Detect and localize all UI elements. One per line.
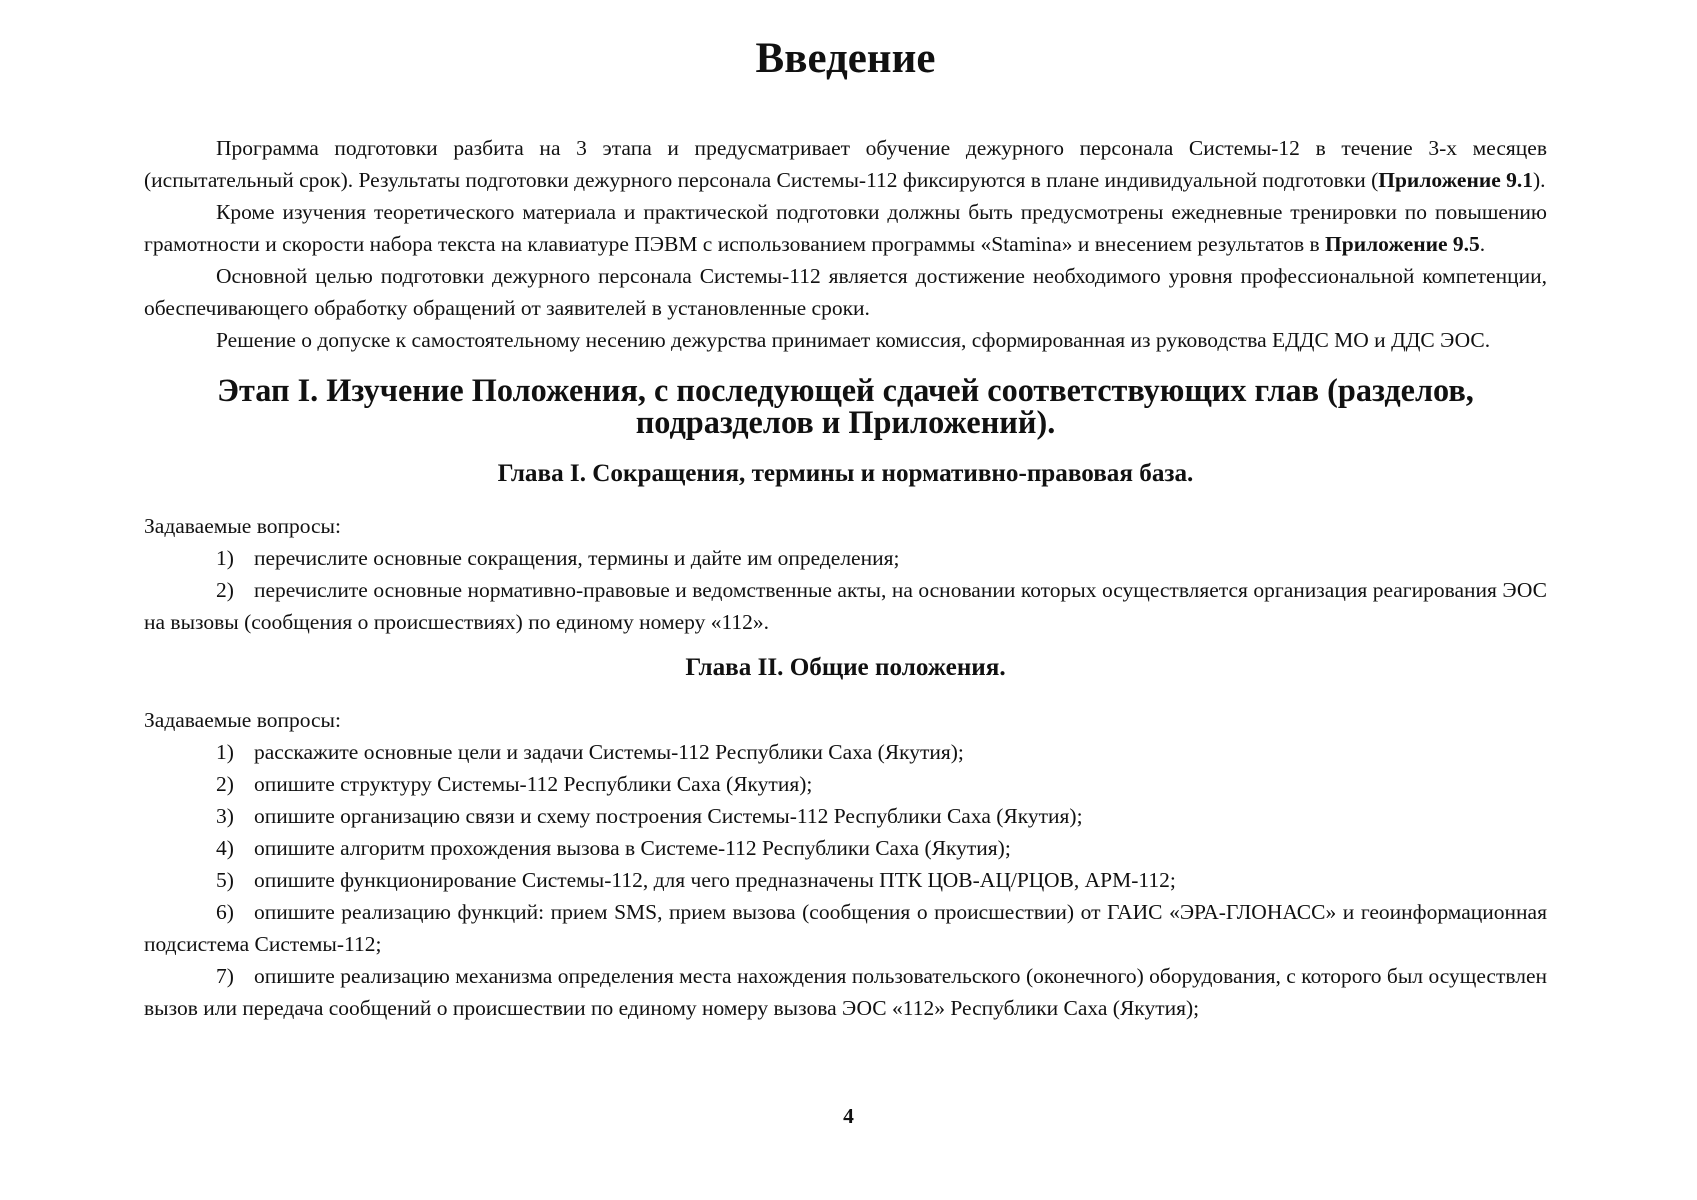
list-item: 2) опишите структуру Системы-112 Республики Саха (Якутия); [216,772,813,796]
list-item: 7) опишите реализацию механизма определения места нахождения пользовательского (оконечного) оборудования, с которого был осуществлен вызов или передача сообщений о происшествии по единому номеру вызова ЭОС «112» Республики Саха (Якутия); [144,964,1547,1020]
list-item: 4) опишите алгоритм прохождения вызова в Системе-112 Республики Саха (Якутия); [216,836,1011,860]
intro-paragraph-3: Основной целью подготовки дежурного персонала Системы-112 является достижение необходимого уровня профессиональной компетенции, обеспечивающего обработку обращений от заявителей в установленные сроки. [144,264,1547,320]
intro-section [144,132,1547,356]
chapter-1-heading: Глава I. Сокращения, термины и нормативно-правовая база. [497,460,1194,487]
chapter-1-questions [144,542,1547,638]
list-item: 1) перечислите основные сокращения, термины и дайте им определения; [216,546,900,570]
list-item: 6) опишите реализацию функций: прием SMS, прием вызова (сообщения о происшествии) от ГАИС «ЭРА-ГЛОНАСС» и геоинформационная подсистема Системы-112; [144,900,1547,956]
chapter-2-heading: Глава II. Общие положения. [685,654,1006,681]
chapter-2-questions [144,736,1547,1024]
intro-paragraph-4: Решение о допуске к самостоятельному несению дежурства принимает комиссия, сформированная из руководства ЕДДС МО и ДДС ЭОС. [216,328,1491,352]
list-item: 2) перечислите основные нормативно-правовые и ведомственные акты, на основании которых осуществляется организация реагирования ЭОС на вызовы (сообщения о происшествиях) по единому номеру «112». [144,578,1547,634]
list-item: 5) опишите функционирование Системы-112, для чего предназначены ПТК ЦОВ-АЦ/РЦОВ, АРМ-112; [216,868,1176,892]
page-number: 4 [843,1104,854,1128]
questions-label: Задаваемые вопросы: [144,708,341,732]
questions-label: Задаваемые вопросы: [144,514,341,538]
intro-paragraph-2: Кроме изучения теоретического материала и практической подготовки должны быть предусмотрены ежедневные тренировки по повышению грамотности и скорости набора текста на клавиатуре ПЭВМ с использованием программы «Stamina» и внесением результатов в Приложение 9.5. [144,200,1547,256]
page-title: Введение [755,35,936,82]
list-item: 1) расскажите основные цели и задачи Системы-112 Республики Саха (Якутия); [216,740,964,764]
appendix-reference: Приложение 9.1 [1378,168,1534,192]
appendix-reference: Приложение 9.5 [1325,232,1480,256]
list-item: 3) опишите организацию связи и схему построения Системы-112 Республики Саха (Якутия); [216,804,1083,828]
intro-paragraph-1: Программа подготовки разбита на 3 этапа и предусматривает обучение дежурного персонала Системы-12 в течение 3-х месяцев (испытательный срок). Результаты подготовки дежурного персонала Системы-112 фиксируются в плане индивидуальной подготовки (Приложение 9.1). [144,136,1547,192]
stage-heading: Этап I. Изучение Положения, с последующей сдачей соответствующих глав (разделов, подразделов и Приложений). [217,372,1474,440]
